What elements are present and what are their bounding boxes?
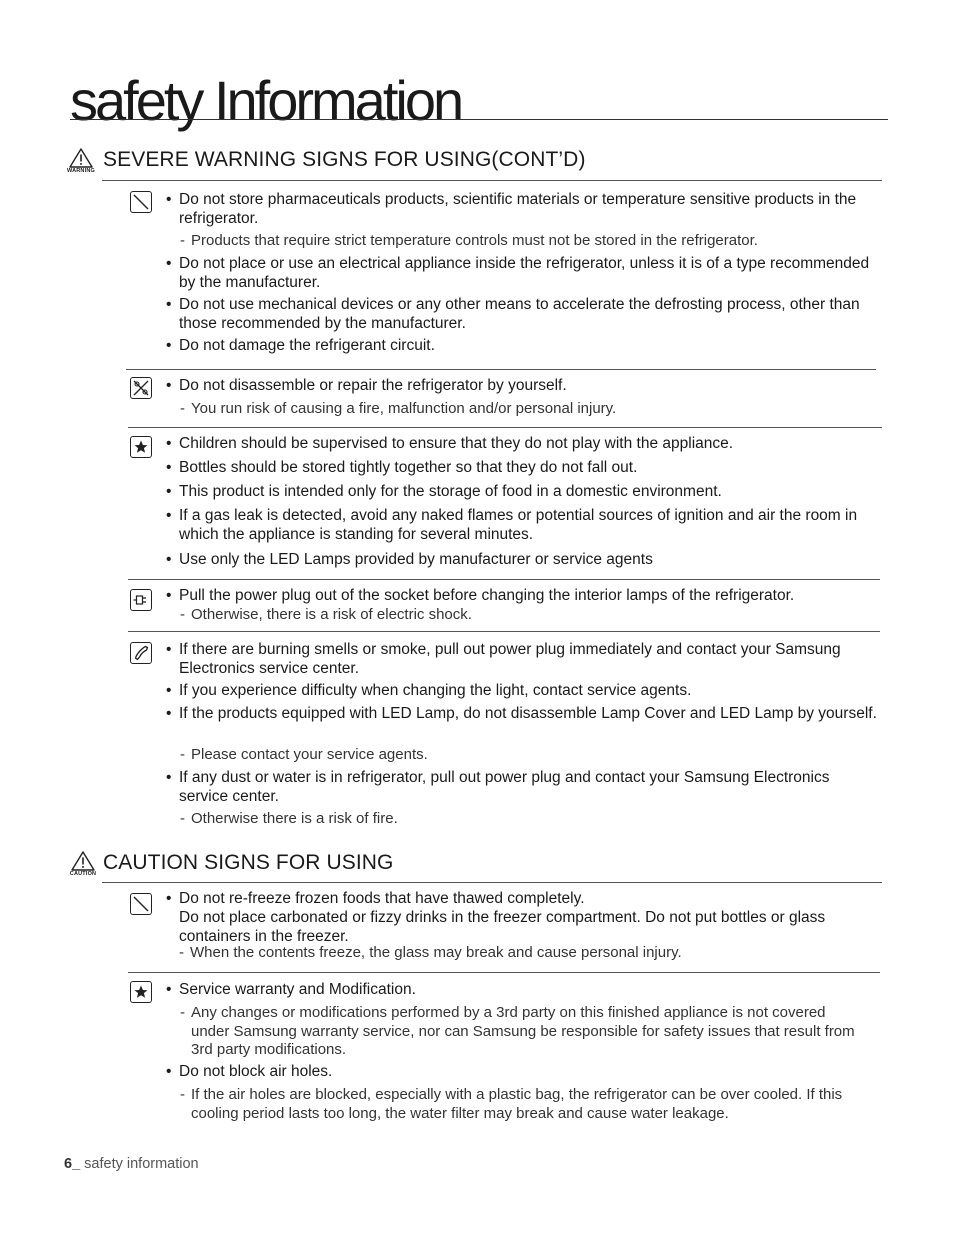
divider	[128, 631, 880, 632]
list-item: • Bottles should be stored tightly together so that they do not fall out.	[166, 459, 638, 476]
no-disassembly-icon	[130, 377, 152, 399]
list-item: • If the products equipped with LED Lamp, do not disassemble Lamp Cover and LED Lamp by yourself.	[166, 705, 877, 722]
list-item: • This product is intended only for the storage of food in a domestic environment.	[166, 483, 722, 500]
list-item: • Pull the power plug out of the socket before changing the interior lamps of the refrigerator.	[166, 587, 795, 604]
section-rule	[102, 180, 882, 181]
title-rule	[70, 119, 888, 120]
list-item: • Service warranty and Modification.	[166, 981, 416, 998]
page-footer	[64, 1156, 199, 1172]
section-title: SEVERE WARNING SIGNS FOR USING(CONT’D)	[103, 148, 586, 171]
unplug-icon	[130, 589, 152, 611]
list-subitem: - When the contents freeze, the glass may break and cause personal injury.	[179, 944, 682, 961]
list-subitem: - Any changes or modifications performed by a 3rd party on this finished appliance is not covered under Samsung warranty service, nor can Samsung be responsible for safety issues that result from 3rd party modifications.	[180, 1004, 855, 1058]
important-star-icon	[130, 436, 152, 458]
footer-label: safety information	[80, 1156, 199, 1172]
list-item: • If there are burning smells or smoke, pull out power plug immediately and contact your Samsung Electronics service center.	[166, 641, 841, 677]
list-subitem: - Products that require strict temperature controls must not be stored in the refrigerator.	[180, 232, 758, 249]
list-item: • If any dust or water is in refrigerator, pull out power plug and contact your Samsung Electronics service center.	[166, 769, 830, 805]
list-item: • Do not store pharmaceuticals products, scientific materials or temperature sensitive products in the refrigerator.	[166, 191, 857, 227]
list-item: • If a gas leak is detected, avoid any naked flames or potential sources of ignition and air the room in which the appliance is standing for several minutes.	[166, 507, 858, 543]
list-item: • Do not use mechanical devices or any other means to accelerate the defrosting process, other than those recommended by the manufacturer.	[166, 296, 860, 332]
list-item: • Do not disassemble or repair the refrigerator by yourself.	[166, 377, 567, 394]
list-item: • If you experience difficulty when changing the light, contact service agents.	[166, 682, 692, 699]
list-item-continued: Do not place carbonated or fizzy drinks in the freezer compartment. Do not put bottles or glass containers in the freezer.	[179, 909, 826, 945]
list-item: • Do not block air holes.	[166, 1063, 333, 1080]
divider	[126, 369, 876, 370]
important-star-icon	[130, 981, 152, 1003]
page-title: safety Information	[70, 69, 462, 132]
list-item: • Do not place or use an electrical appliance inside the refrigerator, unless it is of a type recommended by the manufacturer.	[166, 255, 870, 291]
section-rule	[102, 882, 882, 883]
list-subitem: - Otherwise there is a risk of fire.	[180, 810, 398, 827]
prohibition-icon	[130, 191, 152, 213]
prohibition-icon	[130, 893, 152, 915]
section-title: CAUTION SIGNS FOR USING	[103, 851, 394, 874]
warning-label: WARNING	[67, 168, 95, 174]
list-subitem: - Otherwise, there is a risk of electric shock.	[180, 606, 472, 623]
divider	[128, 972, 880, 973]
phone-contact-icon	[130, 642, 152, 664]
caution-label: CAUTION	[69, 871, 97, 877]
list-subitem: - Please contact your service agents.	[180, 746, 428, 763]
list-subitem: - If the air holes are blocked, especially with a plastic bag, the refrigerator can be over cooled. If this cooling period lasts too long, the water filter may break and cause water leakage.	[180, 1086, 843, 1122]
list-subitem: - You run risk of causing a fire, malfunction and/or personal injury.	[180, 400, 617, 417]
list-item: • Children should be supervised to ensure that they do not play with the appliance.	[166, 435, 734, 452]
list-item: • Use only the LED Lamps provided by manufacturer or service agents	[166, 551, 653, 568]
warning-icon	[64, 148, 98, 174]
caution-icon	[66, 851, 100, 877]
list-item: • Do not re-freeze frozen foods that have thawed completely.	[166, 890, 585, 907]
divider	[128, 427, 882, 428]
divider	[128, 579, 880, 580]
page-number: 6_	[64, 1156, 81, 1172]
section-heading-warning	[62, 148, 882, 184]
list-item: • Do not damage the refrigerant circuit.	[166, 337, 435, 354]
